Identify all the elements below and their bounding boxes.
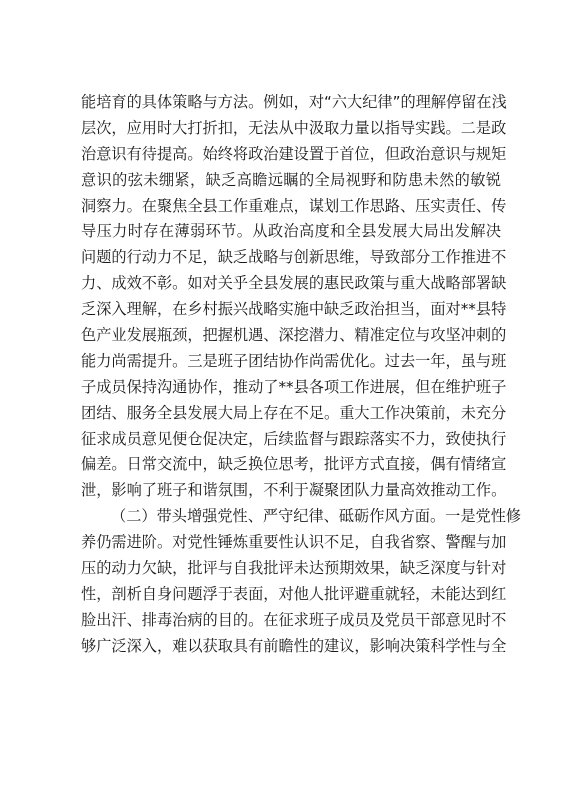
text-line: 性，剖析自身问题浮于表面，对他人批评避重就轻，未能达到红: [81, 584, 507, 603]
text-line: 意识的弦未绷紧，缺乏高瞻远瞩的全局视野和防患未然的敏锐: [81, 170, 501, 189]
text-line: 能力尚需提升。三是班子团结协作尚需优化。过去一年，虽与班: [81, 351, 507, 370]
body-text: [81, 90, 522, 660]
text-line: 压的动力欠缺，批评与自我批评未达预期效果，缺乏深度与针对: [81, 559, 507, 578]
text-line: 征求成员意见便仓促决定，后续监督与跟踪落实不力，致使执行: [81, 429, 507, 448]
text-line: 子成员保持沟通协作，推动了**县各项工作进展，但在维护班子: [81, 377, 507, 396]
text-line: 治意识有待提高。始终将政治建设置于首位，但政治意识与规矩: [81, 144, 507, 163]
text-line: 团结、服务全县发展大局上存在不足。重大工作决策前，未充分: [81, 403, 507, 422]
section-heading-line: （二）带头增强党性、严守纪律、砥砺作风方面。一是党性修: [111, 507, 522, 526]
text-line: 层次，应用时大打折扣，无法从中汲取力量以指导实践。二是政: [81, 118, 507, 137]
text-line: 脸出汗、排毒治病的目的。在征求班子成员及党员干部意见时不: [81, 610, 507, 629]
text-line: 能培育的具体策略与方法。例如，对“六大纪律”的理解停留在浅: [81, 93, 507, 111]
text-line: 偏差。日常交流中，缺乏换位思考，批评方式直接，偶有情绪宣: [81, 455, 507, 474]
text-line: 问题的行动力不足，缺乏战略与创新思维，导致部分工作推进不: [81, 248, 507, 267]
text-line: 泄，影响了班子和谐氛围，不利于凝聚团队力量高效推动工作。: [81, 481, 507, 500]
text-line: 洞察力。在聚焦全县工作重难点，谋划工作思路、压实责任、传: [81, 196, 507, 215]
text-line: 够广泛深入，难以获取具有前瞻性的建议，影响决策科学性与全: [81, 636, 507, 655]
text-line: 导压力时存在薄弱环节。从政治高度和全县发展大局出发解决: [81, 222, 501, 241]
text-line: 养仍需进阶。对党性锤炼重要性认识不足，自我省察、警醒与加: [81, 533, 507, 552]
text-line: 色产业发展瓶颈，把握机遇、深挖潜力、精准定位与攻坚冲刺的: [81, 326, 507, 345]
text-line: 力、成效不彰。如对关乎全县发展的惠民政策与重大战略部署缺: [81, 274, 507, 293]
text-line: 乏深入理解，在乡村振兴战略实施中缺乏政治担当，面对**县特: [81, 300, 507, 319]
